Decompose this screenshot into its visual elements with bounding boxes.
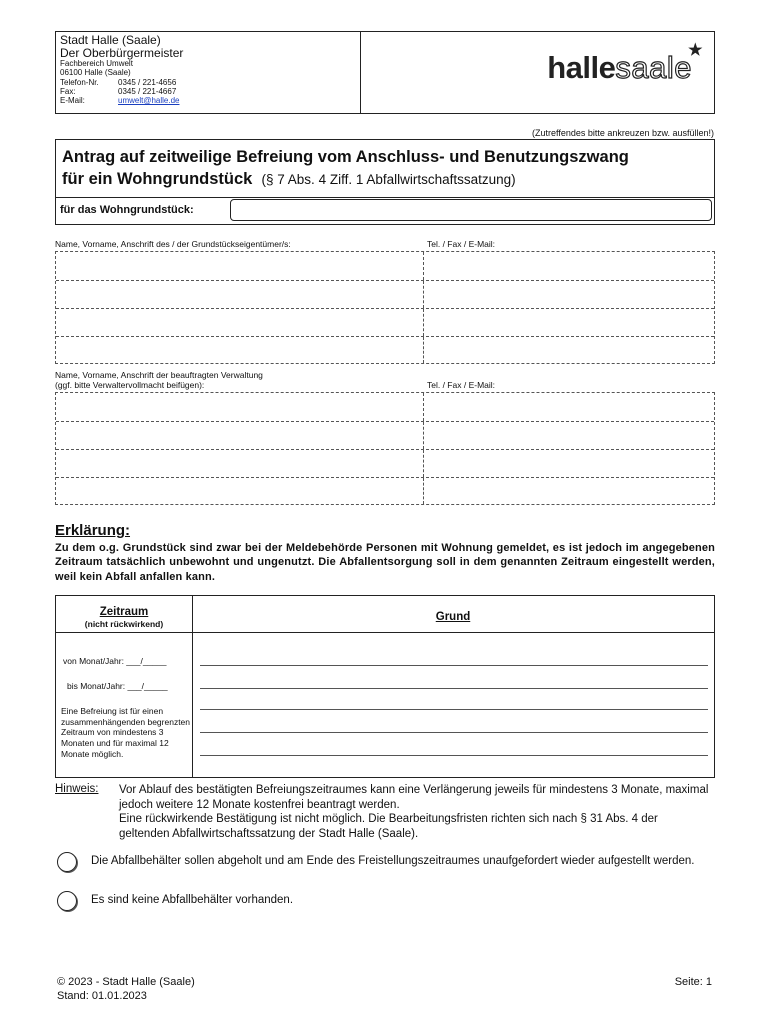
table-row bbox=[56, 477, 714, 504]
admin-label-line-1: Name, Vorname, Anschrift der beauftragten Verwaltung bbox=[55, 370, 263, 380]
department-name: Fachbereich Umwelt bbox=[60, 59, 133, 69]
copyright-text: © 2023 - Stadt Halle (Saale) bbox=[57, 976, 195, 988]
owner-name-field[interactable] bbox=[56, 309, 424, 336]
owner-contact-field[interactable] bbox=[424, 309, 714, 336]
owner-contact-field[interactable] bbox=[424, 337, 714, 363]
office-name: Der Oberbürgermeister bbox=[60, 45, 184, 60]
fill-instruction: (Zutreffendes bitte ankreuzen bzw. ausfüllen!) bbox=[532, 128, 714, 138]
sender-block bbox=[56, 32, 361, 113]
declaration-heading: Erklärung: bbox=[55, 522, 131, 539]
header-divider bbox=[56, 632, 714, 633]
owner-name-field[interactable] bbox=[56, 252, 424, 280]
admin-name-field[interactable] bbox=[56, 450, 424, 477]
halle-saale-logo bbox=[547, 42, 702, 86]
title-line-2 bbox=[62, 168, 712, 190]
owner-name-field[interactable] bbox=[56, 281, 424, 308]
owner-contact-field[interactable] bbox=[424, 281, 714, 308]
fax-value: 0345 / 221-4667 bbox=[118, 86, 177, 96]
hint-text bbox=[119, 783, 709, 841]
stand-date: Stand: 01.01.2023 bbox=[57, 989, 147, 1002]
table-row bbox=[56, 449, 714, 477]
period-description: Eine Befreiung ist für einen zusammenhängenden begrenzten Zeitraum von mindestens 3 Monaten und für maximal 12 Monate möglich. bbox=[61, 706, 191, 759]
letterhead bbox=[55, 31, 715, 114]
phone-row bbox=[60, 78, 356, 87]
owner-name-field[interactable] bbox=[56, 337, 424, 363]
reason-line[interactable] bbox=[200, 688, 708, 689]
table-row bbox=[56, 421, 714, 449]
property-input[interactable] bbox=[230, 199, 712, 221]
period-subheading: (nicht rückwirkend) bbox=[84, 619, 164, 629]
admin-table bbox=[55, 392, 715, 505]
admin-contact-field[interactable] bbox=[424, 393, 714, 421]
owner-contact-field[interactable] bbox=[424, 252, 714, 280]
admin-contact-label: Tel. / Fax / E-Mail: bbox=[427, 380, 496, 390]
star-icon: ★ bbox=[688, 42, 702, 59]
to-date-field[interactable]: bis Monat/Jahr: ___/_____ bbox=[67, 681, 168, 691]
logo-bold-text: halle bbox=[547, 50, 616, 85]
logo-outline-text: saale bbox=[615, 50, 692, 85]
footer-left bbox=[57, 976, 195, 1004]
reason-line[interactable] bbox=[200, 665, 708, 666]
option-radio[interactable] bbox=[57, 852, 77, 872]
page-number: Seite: 1 bbox=[674, 976, 712, 988]
table-row bbox=[56, 336, 714, 363]
owner-contact-label: Tel. / Fax / E-Mail: bbox=[427, 239, 496, 249]
table-row bbox=[56, 280, 714, 308]
reason-line[interactable] bbox=[200, 709, 708, 710]
title-line-1: Antrag auf zeitweilige Befreiung vom Anschluss- und Benutzungszwang bbox=[62, 148, 629, 166]
option-no-containers bbox=[57, 893, 293, 911]
property-label: für das Wohngrundstück: bbox=[60, 204, 194, 216]
admin-name-field[interactable] bbox=[56, 422, 424, 449]
fax-label: Fax: bbox=[60, 86, 76, 96]
divider bbox=[56, 197, 714, 198]
option-label: Es sind keine Abfallbehälter vorhanden. bbox=[91, 894, 294, 906]
hint-paragraph-2: Eine rückwirkende Bestätigung ist nicht möglich. Die Bearbeitungsfristen richten sich nach § 31 Abs. 4 der geltenden Abfallwirtschaftssatzung der Stadt Halle (Saale). bbox=[119, 813, 658, 840]
legal-reference: (§ 7 Abs. 4 Ziff. 1 Abfallwirtschaftssatzung) bbox=[261, 172, 516, 188]
admin-contact-field[interactable] bbox=[424, 478, 714, 504]
hint-paragraph-1: Vor Ablauf des bestätigten Befreiungszeitraumes kann eine Verlängerung jeweils für mindestens 3 Monate, maximal jedoch weitere 12 Monate kostenfrei beantragt werden. bbox=[119, 784, 709, 811]
table-row bbox=[56, 308, 714, 336]
title-line-2-bold: für ein Wohngrundstück bbox=[62, 170, 253, 189]
admin-name-field[interactable] bbox=[56, 393, 424, 421]
admin-contact-field[interactable] bbox=[424, 422, 714, 449]
owner-name-label: Name, Vorname, Anschrift des / der Grundstückseigentümer/s: bbox=[55, 239, 291, 249]
phone-label: Telefon-Nr. bbox=[60, 77, 99, 87]
option-label: Die Abfallbehälter sollen abgeholt und am Ende des Freistellungszeitraumes unaufgefordert wieder aufgestellt werden. bbox=[91, 855, 695, 867]
hint-label: Hinweis: bbox=[55, 783, 99, 795]
title-box bbox=[55, 139, 715, 225]
table-row bbox=[56, 393, 714, 421]
email-link[interactable]: umwelt@halle.de bbox=[118, 95, 180, 105]
email-row bbox=[60, 96, 356, 105]
declaration-text: Zu dem o.g. Grundstück sind zwar bei der Meldebehörde Personen mit Wohnung gemeldet, es ist jedoch im angegebenen Zeitraum tatsächlich unbewohnt und ungenutzt. Die Abfallentsorgung soll in dem genannten Zeitraum eingestellt werden, weil kein Abfall anfallen kann. bbox=[55, 542, 715, 583]
postal-address: 06100 Halle (Saale) bbox=[60, 68, 131, 78]
option-radio[interactable] bbox=[57, 891, 77, 911]
logo-area bbox=[361, 32, 714, 113]
admin-label-line-2: (ggf. bitte Verwaltervollmacht beifügen): bbox=[55, 379, 205, 390]
column-divider bbox=[192, 596, 193, 777]
from-date-field[interactable]: von Monat/Jahr: ___/_____ bbox=[63, 656, 167, 666]
phone-value: 0345 / 221-4656 bbox=[118, 77, 177, 87]
period-heading: Zeitraum bbox=[99, 606, 149, 618]
reason-heading: Grund bbox=[435, 611, 471, 623]
option-pickup-return bbox=[57, 854, 715, 872]
email-label: E-Mail: bbox=[60, 95, 85, 105]
admin-contact-field[interactable] bbox=[424, 450, 714, 477]
form-title bbox=[62, 146, 712, 191]
table-row bbox=[56, 252, 714, 280]
reason-line[interactable] bbox=[200, 732, 708, 733]
city-name: Stadt Halle (Saale) bbox=[60, 33, 161, 47]
reason-line[interactable] bbox=[200, 755, 708, 756]
owner-table bbox=[55, 251, 715, 364]
admin-name-label bbox=[55, 371, 263, 391]
fax-row bbox=[60, 87, 356, 96]
admin-name-field[interactable] bbox=[56, 478, 424, 504]
period-table bbox=[55, 595, 715, 778]
